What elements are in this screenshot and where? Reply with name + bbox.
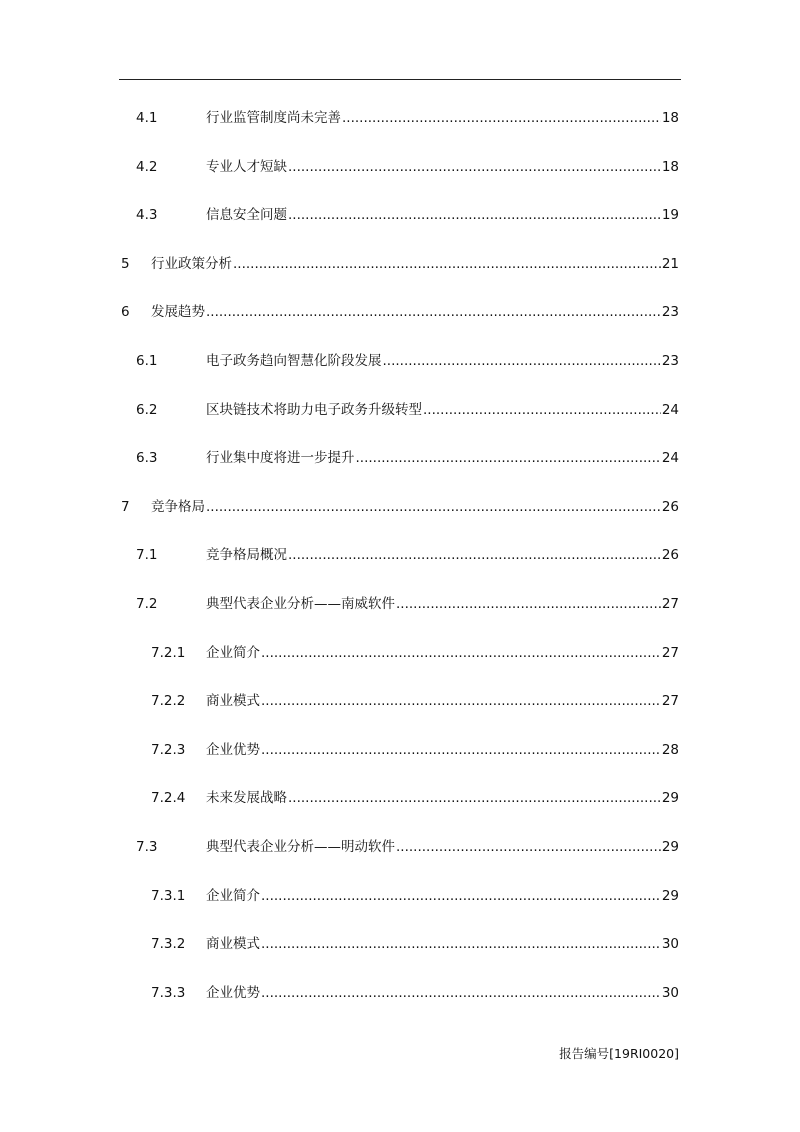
toc-entry[interactable] [0,643,800,663]
toc-entry-number: 7.3.3 [151,984,186,1001]
toc-entry[interactable] [0,594,800,614]
toc-entry-page: 27 [661,693,679,710]
toc-entry-page: 30 [661,936,679,953]
toc-entry-title: 发展趋势 [151,304,205,321]
toc-entry-page: 27 [661,596,679,612]
toc-entry[interactable] [0,983,800,1003]
toc-entry-number: 7.3.2 [151,936,186,953]
toc-dot-leader [383,351,661,371]
toc-entry-number: 7.2.4 [151,790,186,807]
toc-entry-page: 18 [661,158,679,175]
report-code: 报告编号[19RI0020] [559,1046,679,1061]
toc-entry-title: 企业简介 [206,887,260,904]
toc-entry-page: 28 [661,741,679,758]
toc-entry[interactable] [0,886,800,906]
toc-dot-leader [261,886,661,906]
toc-dot-leader [396,837,661,857]
toc-entry[interactable] [0,302,800,322]
toc-entry-title: 商业模式 [206,936,260,953]
toc-dot-leader [288,545,661,565]
toc-entry-title: 行业政策分析 [151,255,232,272]
toc-entry-page: 23 [661,353,679,369]
toc-dot-leader [288,788,661,808]
toc-entry-title: 行业监管制度尚未完善 [206,110,341,126]
toc-entry-number: 6.3 [136,450,158,467]
toc-entry-number: 7.3.1 [151,887,186,904]
toc-entry-page: 19 [661,207,679,224]
toc-entry-page: 26 [661,547,679,564]
toc-entry-title: 竞争格局概况 [206,547,287,564]
toc-entry-title: 企业简介 [206,644,260,661]
toc-entry[interactable] [0,157,800,177]
toc-dot-leader [206,497,661,517]
toc-entry[interactable] [0,205,800,225]
toc-entry[interactable] [0,351,800,371]
toc-dot-leader [261,691,661,711]
toc-entry-number: 4.1 [136,110,158,126]
toc-entry[interactable] [0,934,800,954]
toc-dot-leader [261,643,661,663]
toc-entry-number: 6.2 [136,401,158,418]
toc-entry-number: 6.1 [136,353,158,369]
toc-entry-page: 29 [661,839,679,855]
toc-dot-leader [342,108,661,128]
toc-entry-number: 7.3 [136,839,158,855]
toc-dot-leader [356,448,661,468]
toc-dot-leader [261,934,661,954]
toc-entry-page: 18 [661,110,679,126]
toc-entry-page: 27 [661,644,679,661]
toc-entry-title: 专业人才短缺 [206,158,287,175]
toc-entry[interactable] [0,497,800,517]
toc-dot-leader [288,157,661,177]
toc-entry-title: 典型代表企业分析——南威软件 [206,596,395,612]
toc-entry-title: 信息安全问题 [206,207,287,224]
toc-entry-page: 21 [661,255,679,272]
toc-dot-leader [233,254,661,274]
toc-entry[interactable] [0,254,800,274]
toc-entry-number: 7.1 [136,547,158,564]
toc-entry-page: 26 [661,498,679,515]
toc-entry-number: 5 [121,255,130,272]
toc-entry-page: 29 [661,790,679,807]
toc-entry-page: 23 [661,304,679,321]
toc-entry-number: 7.2.3 [151,741,186,758]
toc-entry[interactable] [0,108,800,128]
toc-dot-leader [261,983,661,1003]
toc-entry-title: 电子政务趋向智慧化阶段发展 [206,353,382,369]
toc-entry-page: 24 [661,401,679,418]
toc-entry-number: 7.2.2 [151,693,186,710]
toc-entry-title: 商业模式 [206,693,260,710]
toc-dot-leader [288,205,661,225]
toc-entry-page: 24 [661,450,679,467]
toc-entry-number: 7.2 [136,596,158,612]
toc-entry-number: 7 [121,498,130,515]
toc-entry[interactable] [0,837,800,857]
toc-entry-number: 6 [121,304,130,321]
toc-entry-number: 4.3 [136,207,158,224]
toc-dot-leader [423,400,661,420]
toc-entry-title: 企业优势 [206,984,260,1001]
toc-entry[interactable] [0,740,800,760]
toc-entry[interactable] [0,788,800,808]
toc-entry-title: 行业集中度将进一步提升 [206,450,355,467]
toc-dot-leader [261,740,661,760]
toc-entry[interactable] [0,545,800,565]
toc-dot-leader [206,302,661,322]
toc-entry-number: 4.2 [136,158,158,175]
toc-entry-title: 区块链技术将助力电子政务升级转型 [206,401,422,418]
toc-entry-page: 30 [661,984,679,1001]
toc-entry-title: 典型代表企业分析——明动软件 [206,839,395,855]
toc-entry-title: 未来发展战略 [206,790,287,807]
toc-entry[interactable] [0,448,800,468]
toc-entry[interactable] [0,400,800,420]
toc-entry-page: 29 [661,887,679,904]
toc-entry-number: 7.2.1 [151,644,186,661]
toc-entry-title: 企业优势 [206,741,260,758]
toc-dot-leader [396,594,661,614]
toc-entry-title: 竞争格局 [151,498,205,515]
toc-entry[interactable] [0,691,800,711]
